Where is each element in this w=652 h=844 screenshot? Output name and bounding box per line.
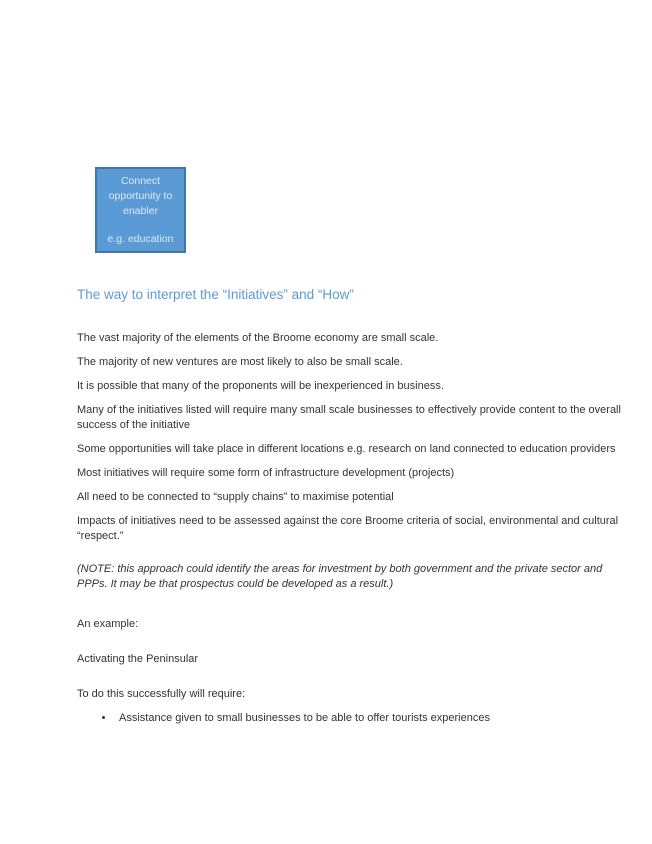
requirements-list (77, 711, 629, 726)
activating-peninsular-label: Activating the Peninsular (77, 653, 199, 665)
flowchart-connector-box (95, 167, 186, 253)
an-example-label: An example: (77, 618, 139, 630)
list-item: • Assistance given to small businesses to be able to offer tourists experiences (115, 711, 629, 726)
paragraph: The vast majority of the elements of the Broome economy are small scale. (77, 332, 439, 344)
paragraph: Many of the initiatives listed will require many small scale businesses to effectively provide content to the overall success of the initiative (77, 404, 621, 431)
connector-box-main-text: Connect opportunity to enabler (108, 174, 173, 217)
paragraph: The majority of new ventures are most likely to also be small scale. (77, 356, 403, 368)
requirements-intro: To do this successfully will require: (77, 688, 246, 700)
paragraph: Most initiatives will require some form of infrastructure development (projects) (77, 467, 455, 479)
paragraph: It is possible that many of the proponents will be inexperienced in business. (77, 380, 444, 392)
note-paragraph: (NOTE: this approach could identify the areas for investment by both government and the private sector and PPPs. It may be that prospectus could be developed as a result.) (77, 563, 603, 590)
paragraph: Impacts of initiatives need to be assessed against the core Broome criteria of social, environmental and cultural “respect.” (77, 515, 619, 542)
section-heading: The way to interpret the “Initiatives” and “How” (77, 287, 354, 302)
document-body (77, 287, 629, 726)
paragraph: All need to be connected to “supply chains” to maximise potential (77, 491, 394, 503)
paragraph: Some opportunities will take place in different locations e.g. research on land connected to education providers (77, 443, 616, 455)
connector-box-sub-text: e.g. education (107, 232, 174, 245)
